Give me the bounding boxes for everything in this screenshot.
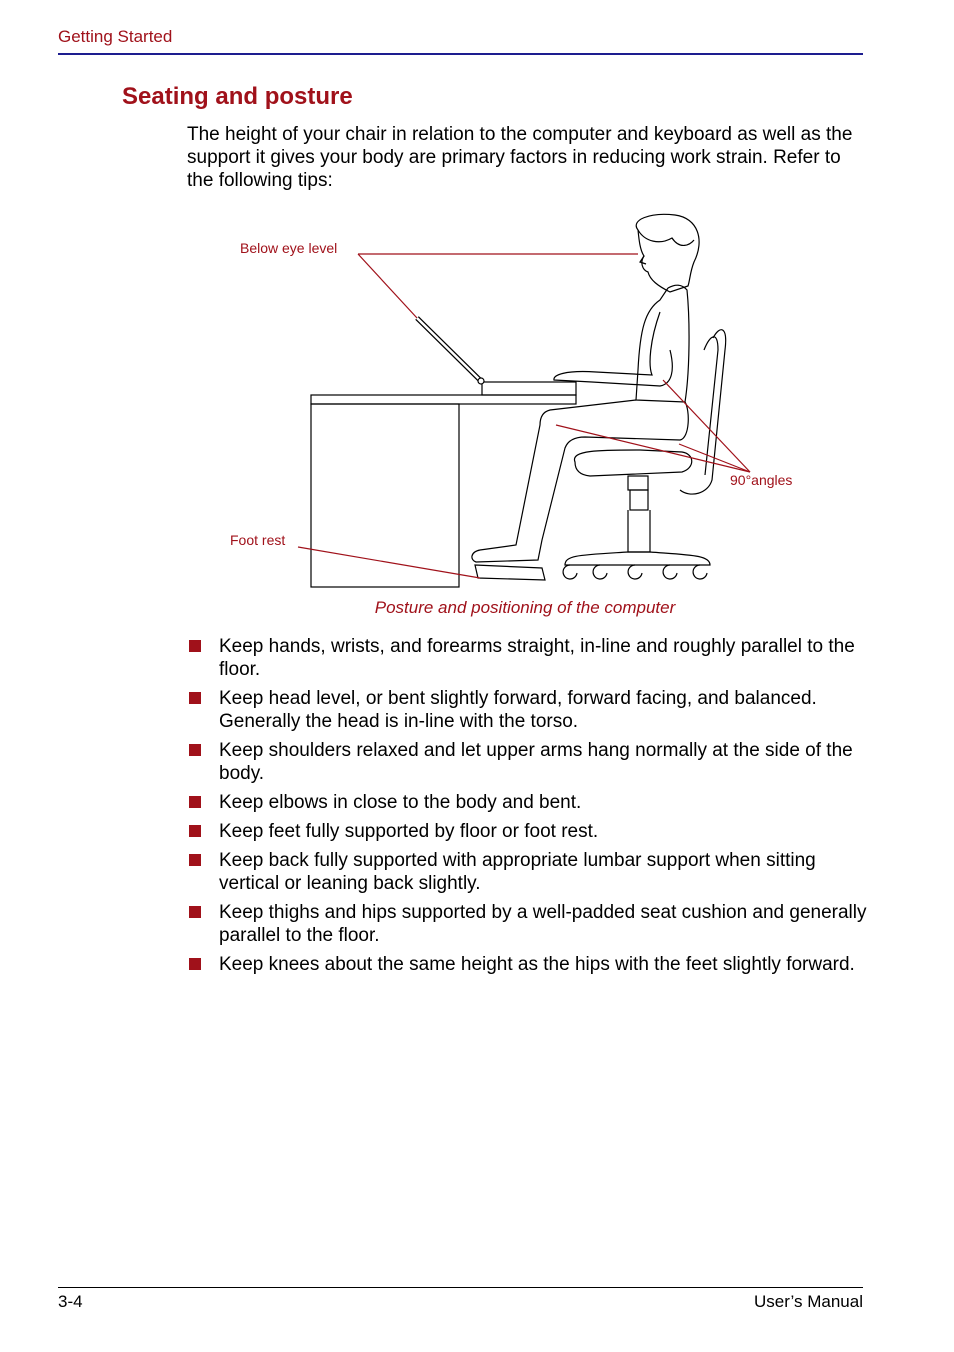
label-below-eye-level: Below eye level (240, 240, 338, 256)
person-head (636, 214, 699, 292)
laptop-base (482, 382, 576, 395)
bullet-square-icon (189, 744, 201, 756)
chair-base (565, 552, 710, 565)
list-item: Keep knees about the same height as the hips with the feet slightly forward. (187, 953, 867, 976)
list-item: Keep hands, wrists, and forearms straight, in-line and roughly parallel to the floor. (187, 635, 867, 681)
running-header: Getting Started (58, 27, 173, 46)
header-rule (58, 53, 863, 55)
tips-list (187, 635, 867, 982)
bullet-square-icon (189, 640, 201, 652)
list-item: Keep back fully supported with appropriate lumbar support when sitting vertical or leaning back slightly. (187, 849, 867, 895)
person-nose (640, 256, 646, 264)
angle-leader-knee (556, 425, 750, 472)
figure-caption: Posture and positioning of the computer (374, 598, 676, 617)
list-item: Keep head level, or bent slightly forward, forward facing, and balanced. Generally the head is in-line with the torso. (187, 687, 867, 733)
posture-figure (220, 200, 820, 600)
person-hair (638, 230, 694, 245)
eye-level-leader (358, 254, 417, 318)
list-item: Keep thighs and hips supported by a well-padded seat cushion and generally parallel to the floor. (187, 901, 867, 947)
bullet-square-icon (189, 825, 201, 837)
list-item: Keep elbows in close to the body and bent. (187, 791, 867, 814)
label-foot-rest: Foot rest (230, 532, 286, 548)
footer-rule (58, 1287, 863, 1288)
foot-rest-shape (475, 565, 545, 580)
page-number: 3-4 (58, 1292, 83, 1311)
laptop-hinge (478, 378, 484, 384)
bullet-square-icon (189, 692, 201, 704)
bullet-square-icon (189, 906, 201, 918)
foot-rest-leader (298, 547, 480, 578)
section-title: Seating and posture (122, 83, 353, 110)
person-legs (472, 400, 688, 562)
intro-paragraph: The height of your chair in relation to the computer and keyboard as well as the support it gives your body are primary factors in reducing work strain. Refer to the following tips: (187, 124, 853, 191)
desk-cabinet (311, 404, 459, 587)
chair-column-mid (630, 490, 648, 510)
chair-column-top (628, 476, 648, 490)
label-90-angles: 90°angles (730, 472, 793, 488)
chair-wheels (563, 565, 707, 579)
list-item: Keep shoulders relaxed and let upper arms hang normally at the side of the body. (187, 739, 867, 785)
posture-illustration (220, 200, 820, 600)
bullet-square-icon (189, 958, 201, 970)
desk-top (311, 395, 576, 404)
bullet-square-icon (189, 796, 201, 808)
bullet-square-icon (189, 854, 201, 866)
person-arm (554, 312, 672, 386)
manual-title: User’s Manual (754, 1292, 863, 1311)
chair-column (628, 510, 650, 552)
list-item: Keep feet fully supported by floor or foot rest. (187, 820, 867, 843)
